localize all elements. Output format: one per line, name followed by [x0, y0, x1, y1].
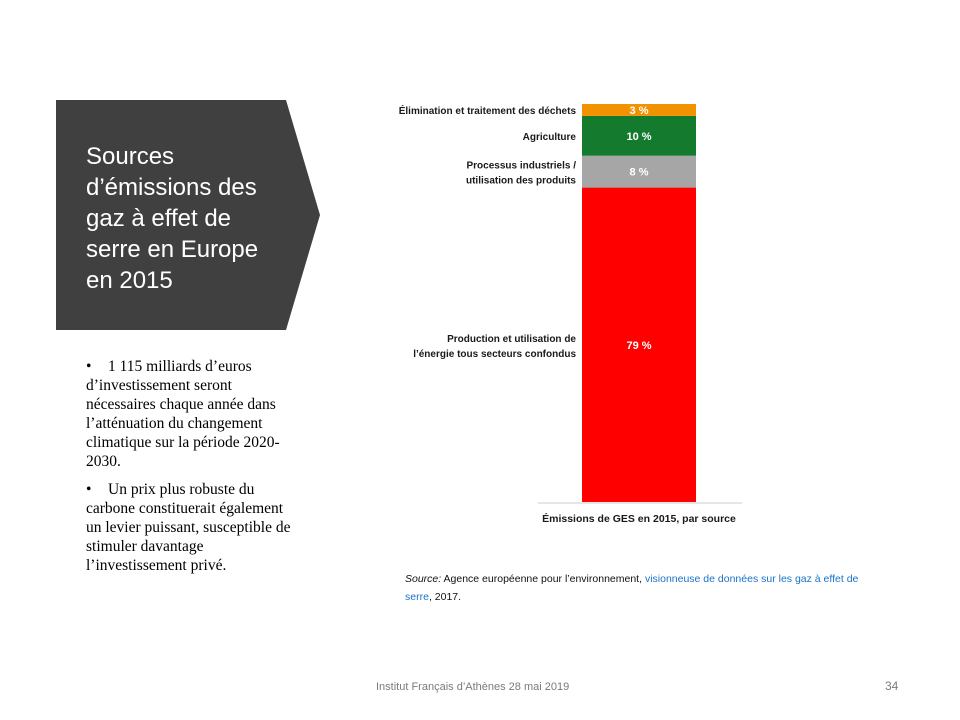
chart-source — [405, 570, 885, 606]
chart-svg — [380, 90, 760, 535]
bullet-symbol: • — [86, 358, 92, 375]
bullet-list — [86, 357, 296, 584]
source-suffix: , 2017. — [428, 591, 462, 603]
source-link[interactable]: visionneuse de données sur les gaz à effet de serre — [405, 573, 859, 603]
x-axis-label: Émissions de GES en 2015, par source — [542, 513, 736, 525]
bullet-item — [86, 480, 296, 575]
bullet-item — [86, 357, 296, 471]
series-label: Processus industriels / — [466, 160, 576, 172]
series-label: Production et utilisation de — [447, 333, 576, 345]
bullet-text: Un prix plus robuste du carbone constituerait également un levier puissant, susceptible de stimuler davantage l’investissement privé. — [86, 481, 291, 574]
series-label: utilisation des produits — [465, 175, 576, 187]
data-label: 8 % — [629, 166, 649, 179]
data-label: 3 % — [629, 104, 649, 117]
bullet-symbol: • — [86, 481, 92, 498]
data-label: 79 % — [626, 339, 652, 352]
series-label: l’énergie tous secteurs confondus — [413, 348, 576, 360]
bullet-text: 1 115 milliards d’euros d’investissement seront nécessaires chaque année dans l’atténuation du changement climatique sur la période 2020-2030. — [86, 358, 280, 470]
footer-text: Institut Français d’Athènes 28 mai 2019 — [376, 681, 570, 693]
page-number: 34 — [885, 679, 899, 693]
slide-title: Sources d’émissions des gaz à effet de serre en Europe en 2015 — [86, 143, 259, 294]
stacked-bar-chart — [380, 90, 760, 540]
series-label: Élimination et traitement des déchets — [398, 105, 576, 117]
title-box — [56, 100, 320, 330]
source-label: Source: — [405, 573, 442, 585]
data-label: 10 % — [626, 130, 652, 143]
source-text: Agence européenne pour l’environnement, — [443, 573, 643, 585]
series-label: Agriculture — [522, 131, 576, 143]
